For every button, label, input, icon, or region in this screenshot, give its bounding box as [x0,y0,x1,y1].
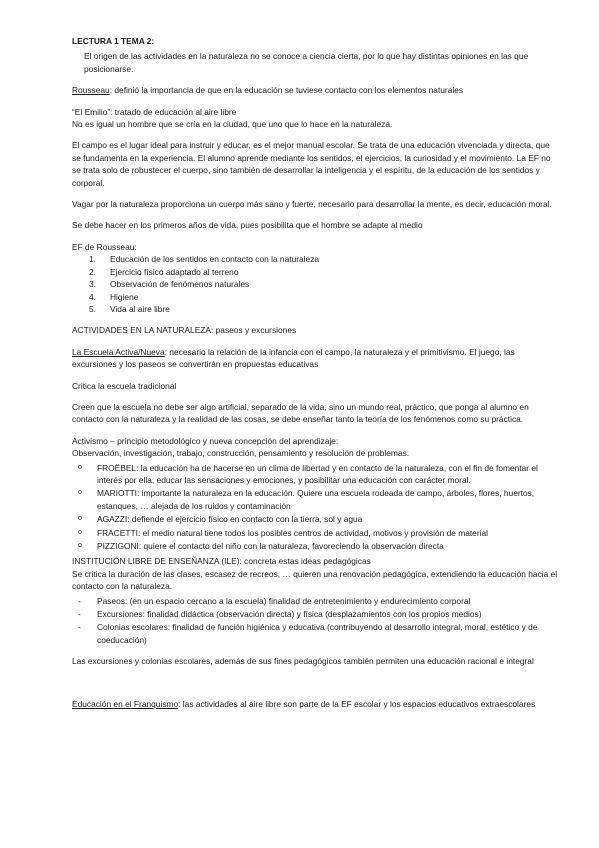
circle-bullet-icon: o [78,515,82,523]
escuela-paragraph [72,346,559,371]
list-text: AGAZZI: defiende el ejercicio físico en contacto con la tierra, sol y agua [97,514,363,525]
vagar-paragraph: Vagar por la naturaleza proporciona un cuerpo más sano y fuerte, necesario para desarrollar la mente, es decir, educación moral. [72,199,552,210]
list-text: Vida al aire libre [110,303,170,314]
franquismo-text: : las actividades al aire libre son parte de la EF escolar y los espacios educativos extraescolares [178,698,536,709]
activismo-text: Observación, investigación, trabajo, construcción, pensamiento y resolución de problemas. [72,448,410,459]
list-item [72,527,559,539]
list-text: Colonias escolares: finalidad de función higiénica y educativa (contribuyendo al desarrollo integral, moral, estético y de coeducación) [97,622,538,645]
list-item [72,513,559,525]
list-text: Paseos: (en un espacio cercano a la escuela) finalidad de entretenimiento y endurecimiento corporal [97,595,471,606]
list-item [72,291,559,303]
ef-list [72,253,559,315]
excursiones-paragraph: Las excursiones y colonias escolares, además de sus fines pedagógicos también permiten una educación racional e integral [72,656,534,667]
ile-text: Se critica la duración de las clases, escasez de recreos, … quieren una renovación pedagógica, extendiendo la educación hacia el contacto con la naturaleza. [72,568,558,592]
critica-paragraph: Critica la escuela tradicional [72,380,177,391]
franquismo-paragraph [72,698,559,710]
dash-bullet-icon: - [78,622,81,633]
primeros-paragraph: Se debe hacer en los primeros años de vida, pues posibilita que el hombre se adapte al medio [72,220,423,231]
circle-bullet-icon: o [78,489,82,497]
dash-bullet-icon: - [78,595,81,606]
list-text: Observación de fenómenos naturales [110,279,250,290]
list-item [72,621,559,646]
circle-bullet-icon: o [78,528,82,536]
intro-paragraph [72,50,559,75]
list-text: FROËBEL: la educación ha de hacerse en un clima de libertad y en contacto de la naturaleza, con el fin de fomentar el interés por ella, educar las sensaciones y emociones, y posibilitar una educación con carácter moral. [97,462,538,485]
emilio-text: No es igual un hombre que se cría en la ciudad, que uno que lo hace en la naturaleza. [72,119,393,130]
list-text: MARIOTTI: importante la naturaleza en la educación. Quiere una escuela rodeada de campo, árboles, flores, huertos, estanques, … alejada de los ruidos y contaminación [97,488,535,511]
list-number: 3. [89,279,96,290]
list-item [72,540,559,552]
list-number: 5. [89,303,96,314]
list-text: Educación de los sentidos en contacto con la naturaleza [110,254,320,265]
escuela-text: : necesario la relación de la infancia con el campo, la naturaleza y el primitivismo. El juego, las excursiones y los paseos se convertirán en propuestas educativas [72,346,515,370]
circle-bullet-icon: o [78,542,82,549]
dash-bullet-icon: - [78,609,81,620]
actividades-heading: ACTIVIDADES EN LA NATURALEZA: paseos y excursiones [72,325,297,336]
list-item [72,487,559,512]
ile-title: INSTITUCIÓN LIBRE DE ENSEÑANZA (ILE): concreta estas ideas pedagógicas [72,556,371,567]
list-number: 2. [89,266,96,277]
list-text: PIZZIGONI: quiere el contacto del niño con la naturaleza, favoreciendo la observación directa [97,541,444,551]
list-item [72,595,559,607]
creen-paragraph: Creen que la escuela no debe ser algo artificial, separado de la vida, sino un mundo real, práctico, que ponga al alumno en contacto con la naturaleza y la realidad de las cosas, se debe enseñar tanto la teoría de los fenómenos como su práctica. [72,401,529,425]
list-number: 4. [89,291,96,302]
doc-title: LECTURA 1 TEMA 2: [72,36,155,46]
rousseau-text: : definió la importancia de que en la educación se tuviese contacto con los elementos naturales [109,85,464,96]
list-item [72,266,559,278]
authors-list [72,462,559,553]
list-item [72,278,559,290]
list-item [72,303,559,315]
list-text: Ejercicio físico adaptado al terreno [110,266,239,277]
activismo-title: Activismo – principio metodológico y nueva concepción del aprendizaje: [72,435,339,446]
list-text: Higiene [110,291,139,302]
rousseau-paragraph [72,84,559,96]
emilio-title: “El Emilio”: tratado de educación al aire libre [72,106,237,117]
escuela-label: La Escuela Activa/Nueva [72,346,165,357]
franquismo-label: Educación en el Franquismo [72,698,179,709]
campo-paragraph: El campo es el lugar ideal para instruir y educar, es el mejor manual escolar. Se trata de una educación vivenciada y directa, que se fundamenta en la experiencia. El alumno aprende mediante los sentidos, el ejercicios, la curiosidad y el movimiento. La EF no se trata solo de robustecer el cuerpo, sino también de desarrollar la inteligencia y el espíritu, de la educación de los sentidos y corporal. [72,140,551,188]
list-number: 1. [89,254,96,265]
list-text: Excursiones: finalidad didáctica (observación directa) y física (desplazamientos con los propios medios) [97,609,482,620]
ile-list [72,595,559,647]
list-item [72,253,559,265]
intro-text: El origen de las actividades en la naturaleza no se conoce a ciencia cierta, por lo que hay distintas opiniones en las que posicionarse. [84,51,529,74]
list-text: FRACETTI: el medio natural tiene todos los posibles centros de actividad, motivos y provisión de material [97,527,489,538]
list-item [72,462,559,487]
rousseau-label: Rousseau [72,85,110,96]
ef-title: EF de Rousseau: [72,241,137,252]
list-item [72,608,559,620]
circle-bullet-icon: o [78,463,82,471]
